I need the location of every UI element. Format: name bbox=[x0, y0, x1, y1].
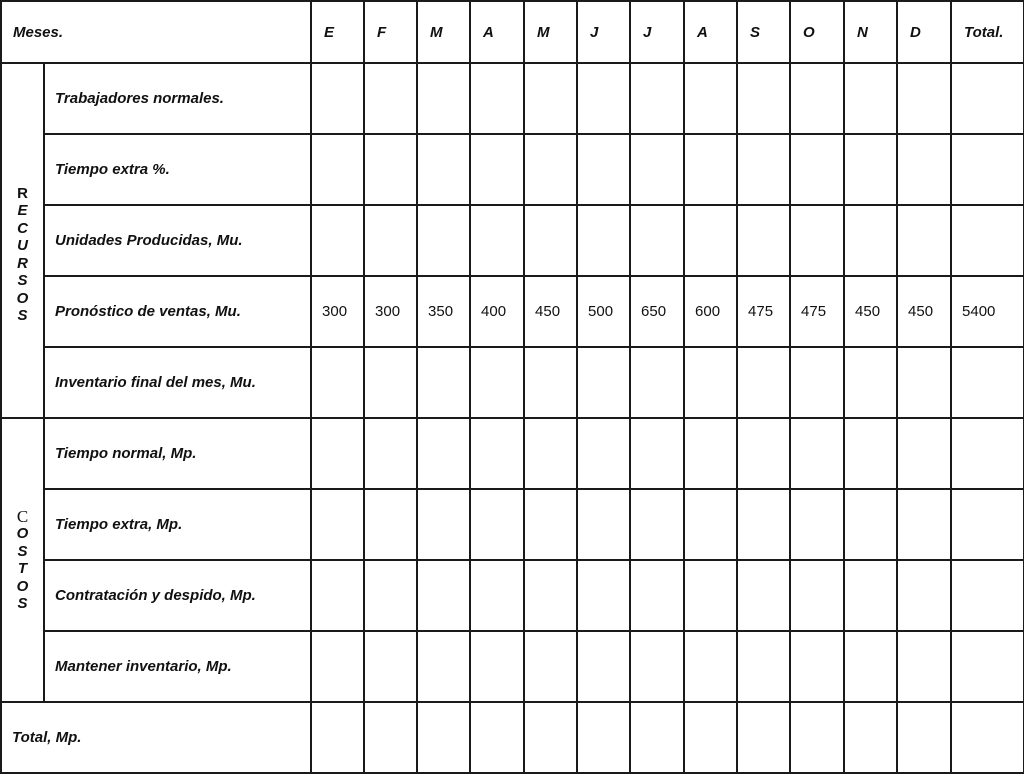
recursos-letter: E bbox=[17, 202, 28, 219]
data-cell bbox=[524, 134, 577, 205]
data-cell bbox=[630, 702, 684, 773]
forecast-value-jul: 650 bbox=[630, 276, 684, 347]
data-cell bbox=[311, 631, 364, 702]
row-label: Mantener inventario, Mp. bbox=[44, 631, 311, 702]
row-label: Trabajadores normales. bbox=[44, 63, 311, 134]
recursos-letter: O bbox=[16, 289, 29, 307]
forecast-value-feb: 300 bbox=[364, 276, 417, 347]
months-header-label: Meses. bbox=[1, 1, 311, 63]
data-cell bbox=[897, 560, 951, 631]
data-cell bbox=[684, 205, 737, 276]
month-header-jun: J bbox=[577, 1, 630, 63]
forecast-value-nov: 450 bbox=[844, 276, 897, 347]
data-cell bbox=[844, 63, 897, 134]
data-cell bbox=[684, 560, 737, 631]
data-cell bbox=[364, 560, 417, 631]
data-cell bbox=[470, 418, 524, 489]
costos-letter: T bbox=[17, 560, 28, 577]
data-cell bbox=[417, 631, 470, 702]
recursos-letter: C bbox=[17, 219, 28, 237]
forecast-value-oct: 475 bbox=[790, 276, 844, 347]
recursos-group-label bbox=[1, 63, 44, 418]
data-cell bbox=[897, 134, 951, 205]
data-cell bbox=[524, 560, 577, 631]
row-tiempo-extra-mp bbox=[1, 489, 1024, 560]
forecast-value-may: 450 bbox=[524, 276, 577, 347]
row-label: Tiempo extra, Mp. bbox=[44, 489, 311, 560]
month-header-aug: A bbox=[684, 1, 737, 63]
data-cell bbox=[364, 347, 417, 418]
total-cell bbox=[951, 489, 1024, 560]
forecast-value-dec: 450 bbox=[897, 276, 951, 347]
data-cell bbox=[897, 63, 951, 134]
total-cell bbox=[951, 347, 1024, 418]
data-cell bbox=[417, 347, 470, 418]
data-cell bbox=[577, 702, 630, 773]
data-cell bbox=[844, 702, 897, 773]
data-cell bbox=[470, 347, 524, 418]
recursos-letter: S bbox=[17, 272, 28, 289]
row-unidades bbox=[1, 205, 1024, 276]
costos-letter: O bbox=[16, 525, 29, 542]
month-header-nov: N bbox=[844, 1, 897, 63]
data-cell bbox=[684, 489, 737, 560]
header-row bbox=[1, 1, 1024, 63]
row-trabajadores bbox=[1, 63, 1024, 134]
data-cell bbox=[417, 702, 470, 773]
forecast-value-sep: 475 bbox=[737, 276, 790, 347]
data-cell bbox=[684, 702, 737, 773]
month-header-feb: F bbox=[364, 1, 417, 63]
costos-letter: O bbox=[16, 577, 29, 595]
data-cell bbox=[737, 63, 790, 134]
forecast-value-mar: 350 bbox=[417, 276, 470, 347]
data-cell bbox=[417, 560, 470, 631]
data-cell bbox=[684, 418, 737, 489]
data-cell bbox=[790, 489, 844, 560]
data-cell bbox=[897, 205, 951, 276]
data-cell bbox=[790, 134, 844, 205]
data-cell bbox=[790, 347, 844, 418]
data-cell bbox=[417, 63, 470, 134]
total-cell bbox=[951, 560, 1024, 631]
month-header-jan: E bbox=[311, 1, 364, 63]
costos-letter: C bbox=[16, 506, 29, 526]
data-cell bbox=[790, 205, 844, 276]
data-cell bbox=[897, 702, 951, 773]
row-total-mp bbox=[1, 702, 1024, 773]
data-cell bbox=[897, 418, 951, 489]
data-cell bbox=[524, 347, 577, 418]
data-cell bbox=[630, 347, 684, 418]
data-cell bbox=[364, 702, 417, 773]
row-label: Unidades Producidas, Mu. bbox=[44, 205, 311, 276]
data-cell bbox=[737, 347, 790, 418]
data-cell bbox=[524, 631, 577, 702]
data-cell bbox=[364, 63, 417, 134]
data-cell bbox=[684, 631, 737, 702]
data-cell bbox=[630, 63, 684, 134]
total-cell bbox=[951, 205, 1024, 276]
row-tiempo-extra-pct bbox=[1, 134, 1024, 205]
data-cell bbox=[790, 418, 844, 489]
data-cell bbox=[844, 560, 897, 631]
recursos-letter: U bbox=[17, 237, 28, 254]
data-cell bbox=[897, 347, 951, 418]
row-pronostico bbox=[1, 276, 1024, 347]
month-header-mar: M bbox=[417, 1, 470, 63]
data-cell bbox=[684, 347, 737, 418]
row-contratacion bbox=[1, 560, 1024, 631]
data-cell bbox=[844, 205, 897, 276]
data-cell bbox=[364, 205, 417, 276]
row-label: Tiempo normal, Mp. bbox=[44, 418, 311, 489]
data-cell bbox=[470, 560, 524, 631]
data-cell bbox=[897, 489, 951, 560]
data-cell bbox=[311, 63, 364, 134]
data-cell bbox=[577, 631, 630, 702]
data-cell bbox=[364, 134, 417, 205]
data-cell bbox=[364, 489, 417, 560]
data-cell bbox=[311, 489, 364, 560]
data-cell bbox=[524, 205, 577, 276]
data-cell bbox=[364, 418, 417, 489]
data-cell bbox=[311, 702, 364, 773]
total-cell bbox=[951, 631, 1024, 702]
row-mantener bbox=[1, 631, 1024, 702]
data-cell bbox=[844, 489, 897, 560]
data-cell bbox=[737, 560, 790, 631]
data-cell bbox=[630, 631, 684, 702]
data-cell bbox=[470, 134, 524, 205]
month-header-dec: D bbox=[897, 1, 951, 63]
data-cell bbox=[790, 63, 844, 134]
total-cell bbox=[951, 702, 1024, 773]
total-cell bbox=[951, 134, 1024, 205]
forecast-value-jun: 500 bbox=[577, 276, 630, 347]
data-cell bbox=[470, 63, 524, 134]
data-cell bbox=[577, 347, 630, 418]
row-label: Inventario final del mes, Mu. bbox=[44, 347, 311, 418]
forecast-value-apr: 400 bbox=[470, 276, 524, 347]
data-cell bbox=[311, 205, 364, 276]
data-cell bbox=[577, 205, 630, 276]
data-cell bbox=[897, 631, 951, 702]
data-cell bbox=[470, 205, 524, 276]
data-cell bbox=[311, 134, 364, 205]
data-cell bbox=[417, 134, 470, 205]
data-cell bbox=[630, 560, 684, 631]
month-header-oct: O bbox=[790, 1, 844, 63]
month-header-may: M bbox=[524, 1, 577, 63]
data-cell bbox=[577, 489, 630, 560]
data-cell bbox=[630, 418, 684, 489]
data-cell bbox=[470, 702, 524, 773]
costos-group-label bbox=[1, 418, 44, 702]
data-cell bbox=[524, 63, 577, 134]
data-cell bbox=[737, 489, 790, 560]
data-cell bbox=[470, 631, 524, 702]
row-inventario bbox=[1, 347, 1024, 418]
data-cell bbox=[790, 631, 844, 702]
month-header-sep: S bbox=[737, 1, 790, 63]
data-cell bbox=[311, 418, 364, 489]
data-cell bbox=[524, 418, 577, 489]
total-header: Total. bbox=[951, 1, 1024, 63]
data-cell bbox=[630, 205, 684, 276]
data-cell bbox=[844, 631, 897, 702]
recursos-letter: R bbox=[17, 184, 28, 202]
data-cell bbox=[577, 560, 630, 631]
data-cell bbox=[470, 489, 524, 560]
data-cell bbox=[737, 418, 790, 489]
data-cell bbox=[737, 631, 790, 702]
data-cell bbox=[844, 134, 897, 205]
month-header-jul: J bbox=[630, 1, 684, 63]
data-cell bbox=[737, 134, 790, 205]
data-cell bbox=[844, 418, 897, 489]
data-cell bbox=[417, 205, 470, 276]
data-cell bbox=[630, 489, 684, 560]
data-cell bbox=[790, 702, 844, 773]
data-cell bbox=[630, 134, 684, 205]
recursos-letter: S bbox=[17, 307, 28, 324]
data-cell bbox=[417, 418, 470, 489]
costos-letter: S bbox=[17, 542, 28, 560]
recursos-letter: R bbox=[17, 254, 28, 272]
data-cell bbox=[684, 134, 737, 205]
forecast-value-aug: 600 bbox=[684, 276, 737, 347]
data-cell bbox=[844, 347, 897, 418]
data-cell bbox=[684, 63, 737, 134]
data-cell bbox=[790, 560, 844, 631]
data-cell bbox=[737, 702, 790, 773]
total-cell bbox=[951, 418, 1024, 489]
forecast-total: 5400 bbox=[951, 276, 1024, 347]
forecast-value-jan: 300 bbox=[311, 276, 364, 347]
costos-letter: S bbox=[17, 595, 28, 612]
row-label: Contratación y despido, Mp. bbox=[44, 560, 311, 631]
row-tiempo-normal bbox=[1, 418, 1024, 489]
data-cell bbox=[737, 205, 790, 276]
total-mp-label: Total, Mp. bbox=[1, 702, 311, 773]
data-cell bbox=[577, 418, 630, 489]
data-cell bbox=[311, 347, 364, 418]
data-cell bbox=[577, 134, 630, 205]
row-label: Tiempo extra %. bbox=[44, 134, 311, 205]
month-header-apr: A bbox=[470, 1, 524, 63]
data-cell bbox=[311, 560, 364, 631]
data-cell bbox=[524, 489, 577, 560]
row-label: Pronóstico de ventas, Mu. bbox=[44, 276, 311, 347]
data-cell bbox=[364, 631, 417, 702]
data-cell bbox=[417, 489, 470, 560]
data-cell bbox=[577, 63, 630, 134]
total-cell bbox=[951, 63, 1024, 134]
data-cell bbox=[524, 702, 577, 773]
